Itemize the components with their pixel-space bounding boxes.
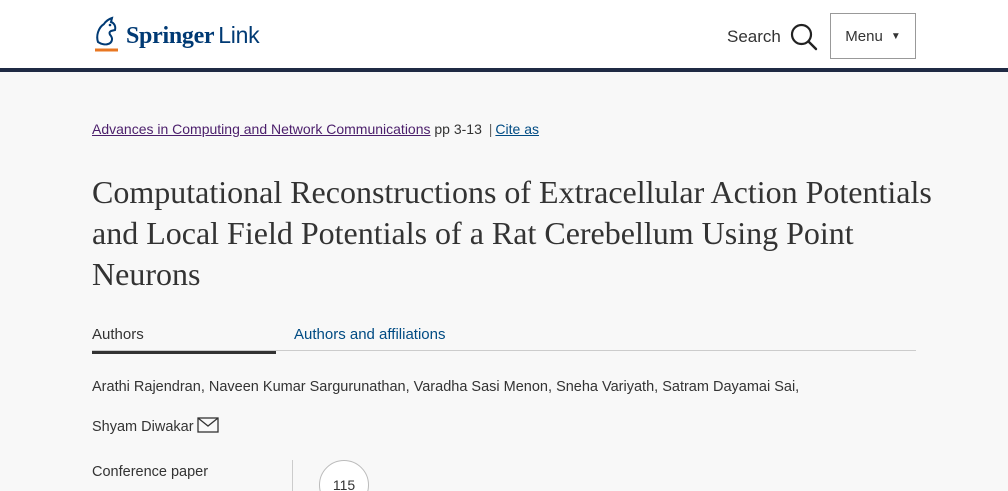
metric-count-badge xyxy=(319,460,369,491)
logo-wordmark xyxy=(126,22,259,50)
tab-authors[interactable] xyxy=(92,326,276,351)
menu-button[interactable] xyxy=(830,13,916,59)
breadcrumb-separator: | xyxy=(488,121,493,137)
page-range: pp 3-13 xyxy=(434,121,482,137)
active-tab-indicator xyxy=(92,351,276,354)
springer-horse-icon xyxy=(92,16,120,54)
logo-springer-text: Springer xyxy=(126,23,215,49)
tab-affiliations-label: Authors and affiliations xyxy=(294,326,446,343)
authors-tabs xyxy=(92,322,916,351)
metrics-divider xyxy=(292,460,293,491)
email-icon[interactable] xyxy=(197,417,219,433)
author-name[interactable]: Satram Dayamai Sai xyxy=(662,379,796,395)
tab-authors-and-affiliations[interactable] xyxy=(294,326,446,343)
menu-label: Menu xyxy=(845,27,883,45)
author-name[interactable]: Varadha Sasi Menon xyxy=(413,379,548,395)
content-type: Conference paper xyxy=(92,464,209,480)
author-name[interactable]: Arathi Rajendran xyxy=(92,379,201,395)
tab-authors-label: Authors xyxy=(92,326,144,343)
search-icon xyxy=(789,22,819,52)
caret-down-icon: ▼ xyxy=(890,30,901,42)
cite-as-link[interactable]: Cite as xyxy=(495,121,539,137)
author-list: Arathi Rajendran, Naveen Kumar Sargurunathan, Varadha Sasi Menon, Sneha Variyath, Satram Dayamai Sai, Shyam Diwakar xyxy=(92,379,800,435)
breadcrumb xyxy=(92,121,539,137)
site-header xyxy=(0,0,1008,72)
article-title: Computational Reconstructions of Extracellular Action Potentials and Local Field Potentials of a Rat Cerebellum Using Point Neurons xyxy=(92,174,932,292)
author-name[interactable]: Naveen Kumar Sargurunathan xyxy=(208,379,406,395)
author-name[interactable]: Sneha Variyath xyxy=(556,379,655,395)
search-label: Search xyxy=(727,27,781,46)
search-button[interactable] xyxy=(727,22,819,52)
book-link[interactable]: Advances in Computing and Network Communications xyxy=(92,121,431,137)
springer-link-logo[interactable] xyxy=(92,16,259,54)
logo-link-text: Link xyxy=(218,22,260,48)
author-name[interactable]: Shyam Diwakar xyxy=(92,419,194,435)
metric-count: 115 xyxy=(332,477,356,491)
